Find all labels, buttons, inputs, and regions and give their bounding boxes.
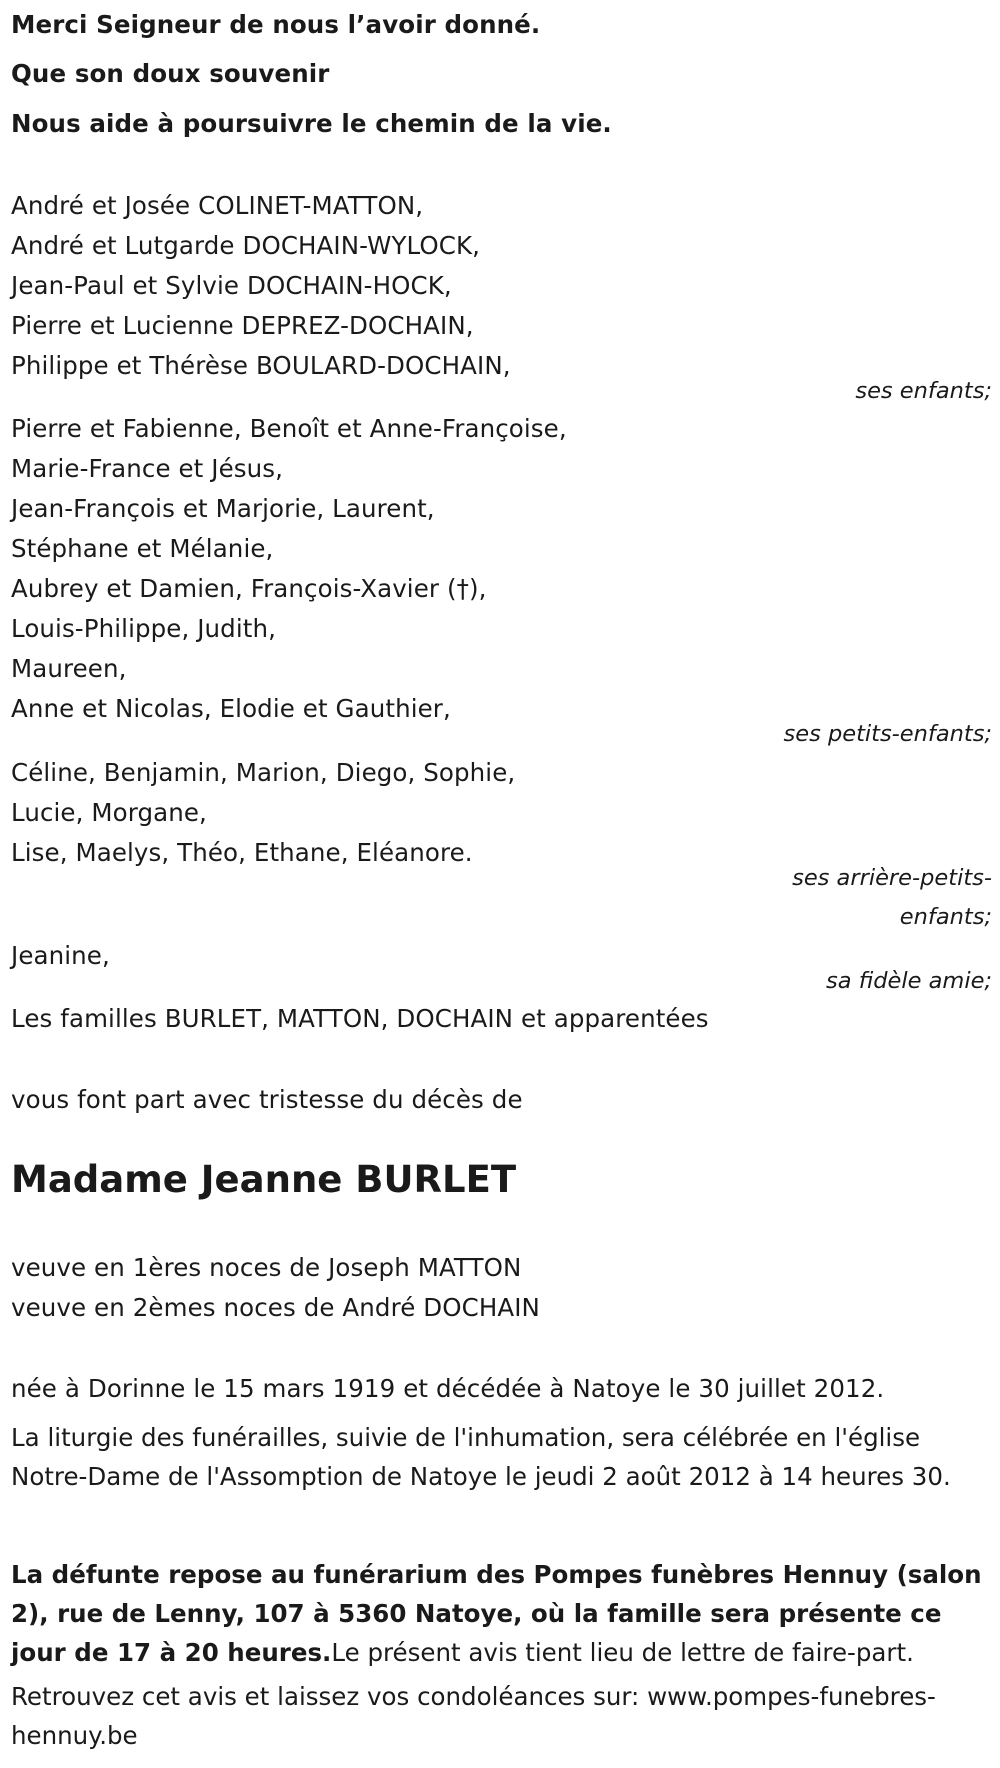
friend-entry: Jeanine,: [11, 941, 110, 970]
announcement-line: vous font part avec tristesse du décès de: [11, 1085, 523, 1114]
prayer-line: Merci Seigneur de nous l’avoir donné.: [11, 10, 541, 39]
grandchild-entry: Jean-François et Marjorie, Laurent,: [11, 494, 435, 523]
great-grandchild-entry: Céline, Benjamin, Marion, Diego, Sophie,: [11, 758, 516, 787]
repose-bold-text: La défunte repose au funérarium des Pompes funèbres Hennuy (salon 2), rue de Lenny, 107 à 5360 Natoye, où la famille sera présente ce jour de 17 à 20 heures.: [11, 1560, 982, 1667]
child-entry: Jean-Paul et Sylvie DOCHAIN-HOCK,: [11, 271, 452, 300]
grandchild-entry: Aubrey et Damien, François-Xavier (†),: [11, 574, 487, 603]
repose-note-text: Le présent avis tient lieu de lettre de faire-part.: [331, 1638, 914, 1667]
prayer-line: Nous aide à poursuivre le chemin de la vie.: [11, 109, 612, 138]
great-grandchildren-label: ses arrière-petits-: [792, 865, 992, 891]
grandchildren-label: ses petits-enfants;: [783, 721, 992, 747]
child-entry: André et Josée COLINET-MATTON,: [11, 191, 424, 220]
great-grandchildren-label: enfants;: [899, 904, 992, 930]
grandchild-entry: Anne et Nicolas, Elodie et Gauthier,: [11, 694, 451, 723]
children-label: ses enfants;: [855, 378, 992, 404]
widow-line: veuve en 1ères noces de Joseph MATTON: [11, 1253, 522, 1282]
prayer-line: Que son doux souvenir: [11, 59, 330, 88]
condolences-line: Retrouvez cet avis et laissez vos condoléances sur: www.pompes-funebres-hennuy.be: [11, 1682, 936, 1750]
great-grandchild-entry: Lucie, Morgane,: [11, 798, 207, 827]
repose-info: [11, 1555, 991, 1672]
grandchild-entry: Pierre et Fabienne, Benoît et Anne-Françoise,: [11, 414, 567, 443]
grandchild-entry: Marie-France et Jésus,: [11, 454, 284, 483]
birth-death-line: née à Dorinne le 15 mars 1919 et décédée à Natoye le 30 juillet 2012.: [11, 1374, 885, 1403]
child-entry: Philippe et Thérèse BOULARD-DOCHAIN,: [11, 351, 511, 380]
friend-label: sa fidèle amie;: [826, 968, 992, 994]
grandchild-entry: Louis-Philippe, Judith,: [11, 614, 276, 643]
deceased-name: Madame Jeanne BURLET: [11, 1158, 517, 1201]
child-entry: André et Lutgarde DOCHAIN-WYLOCK,: [11, 231, 481, 260]
great-grandchild-entry: Lise, Maelys, Théo, Ethane, Eléanore.: [11, 838, 473, 867]
child-entry: Pierre et Lucienne DEPREZ-DOCHAIN,: [11, 311, 474, 340]
grandchild-entry: Stéphane et Mélanie,: [11, 534, 274, 563]
grandchild-entry: Maureen,: [11, 654, 127, 683]
widow-line: veuve en 2èmes noces de André DOCHAIN: [11, 1293, 540, 1322]
funeral-details: La liturgie des funérailles, suivie de l'inhumation, sera célébrée en l'église Notre-Dame de l'Assomption de Natoye le jeudi 2 août 2012 à 14 heures 30.: [11, 1423, 951, 1491]
families-line: Les familles BURLET, MATTON, DOCHAIN et apparentées: [11, 1004, 709, 1033]
